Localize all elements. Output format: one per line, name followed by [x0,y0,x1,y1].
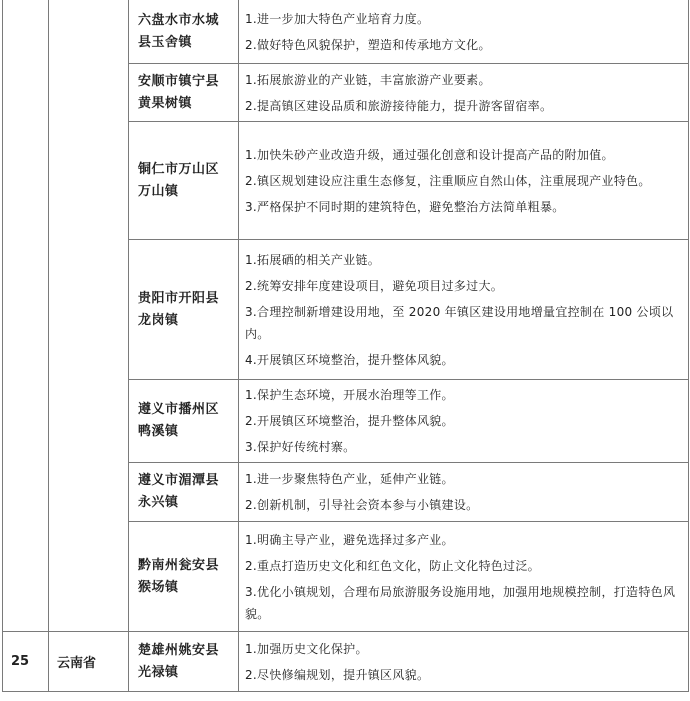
measures-cell [239,240,689,380]
table-row [3,632,689,692]
town-name: 安顺市镇宁县黄果树镇 [129,64,239,122]
measures-cell [239,632,689,692]
measure-item: 1.进一步聚焦特色产业，延伸产业链。 [245,472,454,486]
town-name: 六盘水市水城县玉舍镇 [129,0,239,64]
measure-item: 1.拓展旅游业的产业链，丰富旅游产业要素。 [245,72,491,87]
measure-item: 2.统筹安排年度建设项目，避免项目过多过大。 [245,278,504,293]
measure-item: 1.加强历史文化保护。 [245,641,368,656]
measure-item: 2.创新机制，引导社会资本参与小镇建设。 [245,498,479,512]
measure-item: 3.优化小镇规划，合理布局旅游服务设施用地，加强用地规模控制，打造特色风貌。 [245,584,676,621]
row-number: 25 [3,632,49,692]
measure-item: 1.进一步加大特色产业培育力度。 [245,11,430,26]
measure-item: 2.镇区规划建设应注重生态修复，注重顺应自然山体，注重展现产业特色。 [245,173,651,188]
measure-item: 1.拓展硒的相关产业链。 [245,252,381,267]
measures-cell [239,122,689,240]
measure-item: 2.开展镇区环境整治，提升整体风貌。 [245,414,454,428]
towns-table [2,0,689,692]
measure-item: 2.尽快修编规划，提升镇区风貌。 [245,667,430,682]
town-name: 贵阳市开阳县龙岗镇 [129,240,239,380]
town-name: 遵义市湄潭县永兴镇 [129,463,239,522]
number-cell [3,0,49,632]
table-row [3,0,689,64]
measure-item: 2.提高镇区建设品质和旅游接待能力，提升游客留宿率。 [245,98,553,113]
town-name: 铜仁市万山区万山镇 [129,122,239,240]
measure-item: 1.保护生态环境，开展水治理等工作。 [245,388,454,402]
town-name: 遵义市播州区鸭溪镇 [129,380,239,463]
measure-item: 2.做好特色风貌保护，塑造和传承地方文化。 [245,37,491,52]
measures-cell [239,463,689,522]
measure-item: 3.保护好传统村寨。 [245,440,356,454]
measure-item: 3.严格保护不同时期的建筑特色，避免整治方法简单粗暴。 [245,199,565,214]
measures-cell [239,522,689,632]
province-name: 云南省 [49,632,129,692]
town-name: 黔南州瓮安县猴场镇 [129,522,239,632]
province-cell [49,0,129,632]
town-name: 楚雄州姚安县光禄镇 [129,632,239,692]
measure-item: 1.加快朱砂产业改造升级，通过强化创意和设计提高产品的附加值。 [245,147,614,162]
measure-item: 2.重点打造历史文化和红色文化，防止文化特色过泛。 [245,558,540,573]
measure-item: 1.明确主导产业，避免选择过多产业。 [245,532,454,547]
measure-item: 3.合理控制新增建设用地，至 2020 年镇区建设用地增量宜控制在 100 公顷以内。 [245,304,674,341]
measures-cell [239,380,689,463]
measures-cell [239,0,689,64]
measures-cell [239,64,689,122]
measure-item: 4.开展镇区环境整治，提升整体风貌。 [245,352,454,367]
